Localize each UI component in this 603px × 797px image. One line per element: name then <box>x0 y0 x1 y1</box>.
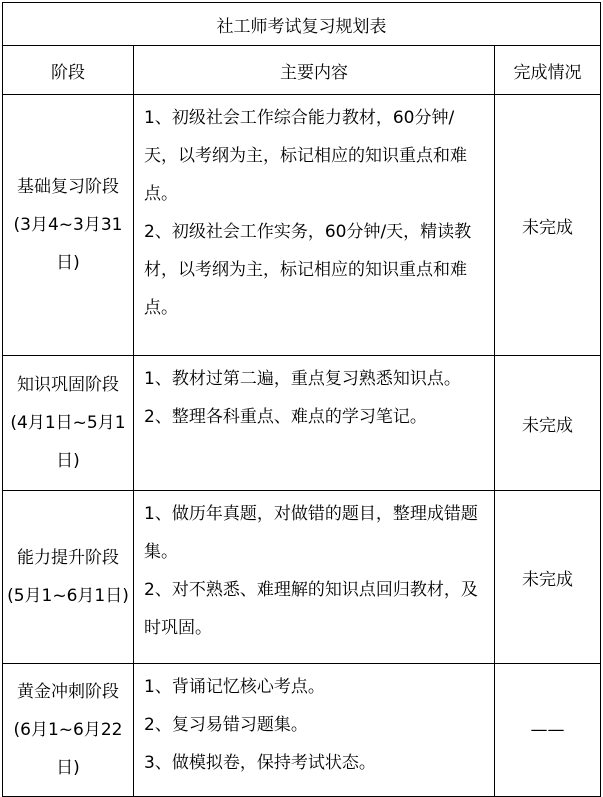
status-cell: 未完成 <box>495 356 601 491</box>
phase-dates: (6月1~6月22日) <box>13 720 123 778</box>
phase-dates: (3月4~3月31日) <box>13 215 123 273</box>
study-plan-table <box>2 2 601 797</box>
content-item: 2、整理各科重点、难点的学习笔记。 <box>144 407 427 427</box>
phase-name: 基础复习阶段 <box>17 177 119 197</box>
phase-name: 知识巩固阶段 <box>17 375 119 395</box>
phase-cell <box>3 664 134 797</box>
content-cell <box>134 95 495 356</box>
header-content: 主要内容 <box>134 46 495 95</box>
content-item: 1、初级社会工作综合能力教材，60分钟/天，以考纲为主，标记相应的知识重点和难点。 <box>144 108 467 204</box>
content-item: 1、背诵记忆核心考点。 <box>144 677 325 697</box>
content-cell <box>134 664 495 797</box>
content-item: 3、做模拟卷，保持考试状态。 <box>144 753 376 773</box>
phase-cell <box>3 356 134 491</box>
content-cell <box>134 491 495 664</box>
phase-cell <box>3 491 134 664</box>
content-item: 1、做历年真题，对做错的题目，整理成错题集。 <box>144 504 478 562</box>
content-item: 2、初级社会工作实务，60分钟/天，精读教材，以考纲为主，标记相应的知识重点和难点。 <box>144 222 472 318</box>
content-item: 1、教材过第二遍，重点复习熟悉知识点。 <box>144 369 461 389</box>
phase-dates: (5月1~6月1日) <box>7 586 129 606</box>
phase-name: 能力提升阶段 <box>17 548 119 568</box>
header-row <box>3 46 601 95</box>
table-row <box>3 664 601 797</box>
phase-cell <box>3 95 134 356</box>
phase-name: 黄金冲刺阶段 <box>17 682 119 702</box>
header-phase: 阶段 <box>3 46 134 95</box>
table-title: 社工师考试复习规划表 <box>3 3 601 46</box>
phase-dates: (4月1日~5月1日) <box>10 413 126 471</box>
status-cell: —— <box>495 664 601 797</box>
header-status: 完成情况 <box>495 46 601 95</box>
status-cell: 未完成 <box>495 95 601 356</box>
table-row <box>3 356 601 491</box>
content-item: 2、对不熟悉、难理解的知识点回归教材，及时巩固。 <box>144 580 478 638</box>
content-cell <box>134 356 495 491</box>
content-item: 2、复习易错习题集。 <box>144 715 308 735</box>
table-row <box>3 491 601 664</box>
table-row <box>3 95 601 356</box>
status-cell: 未完成 <box>495 491 601 664</box>
